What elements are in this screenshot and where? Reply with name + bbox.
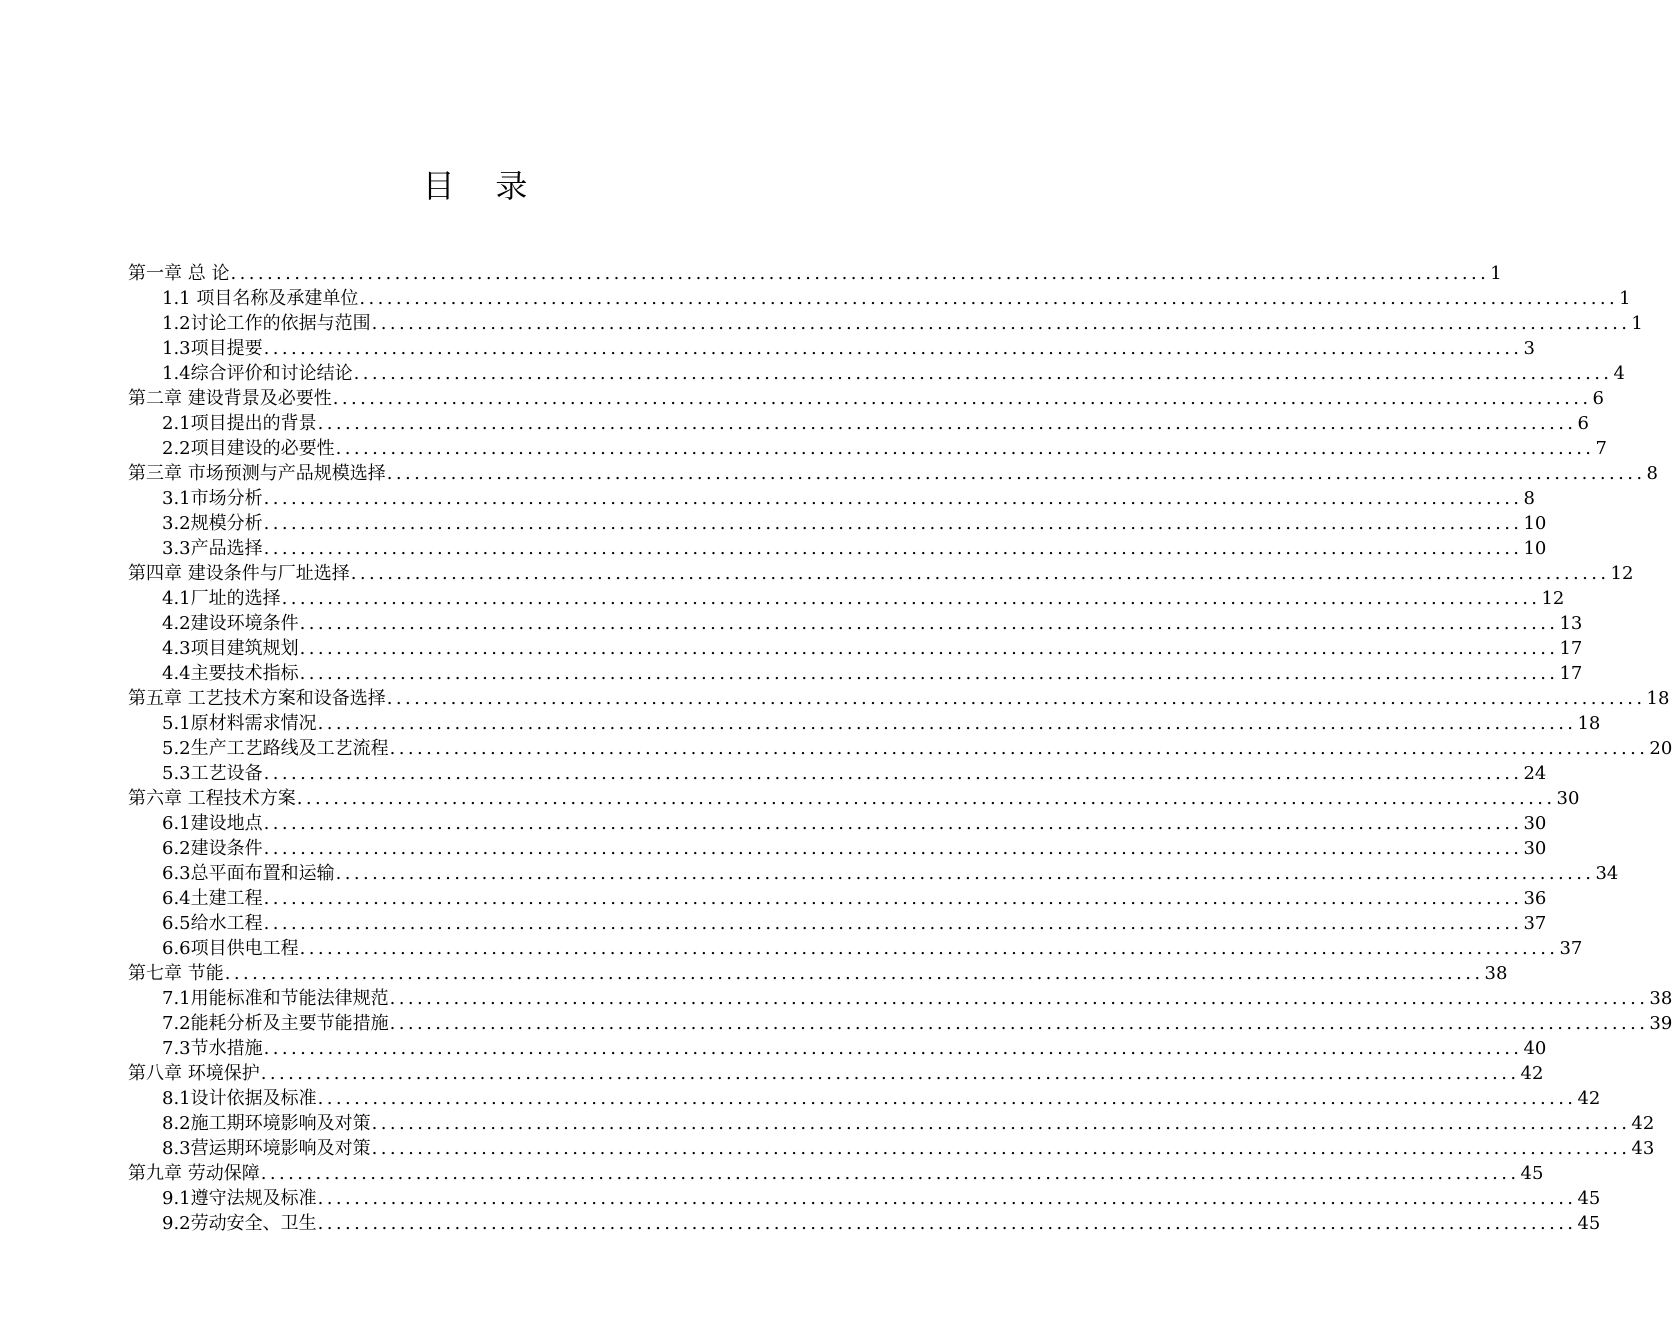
toc-page-number: 18: [1646, 688, 1670, 709]
toc-section-entry: [128, 1036, 1547, 1061]
toc-entry-label: 5.2生产工艺路线及工艺流程: [162, 738, 389, 759]
toc-entry-label: 2.1项目提出的背景: [162, 413, 317, 434]
toc-section-entry: [128, 511, 1547, 536]
toc-chapter-entry: [128, 1161, 1544, 1186]
toc-page-number: 30: [1523, 813, 1547, 834]
toc-section-entry: [128, 736, 1672, 761]
toc-section-entry: [128, 886, 1547, 911]
toc-leader-dots: ..........................................................................................................................................: [263, 813, 1523, 834]
toc-page-number: 45: [1577, 1213, 1601, 1234]
toc-chapter-entry: [128, 461, 1658, 486]
toc-page-number: 42: [1520, 1063, 1544, 1084]
toc-page-number: 10: [1523, 513, 1547, 534]
toc-page-number: 17: [1559, 663, 1583, 684]
toc-entry-label: 8.3营运期环境影响及对策: [162, 1138, 371, 1159]
toc-leader-dots: ..........................................................................................................................................: [296, 788, 1556, 809]
toc-page-number: 8: [1646, 463, 1658, 484]
toc-entry-label: 6.2建设条件: [162, 838, 263, 859]
toc-leader-dots: ..........................................................................................................................................: [335, 438, 1595, 459]
toc-page-number: 13: [1559, 613, 1583, 634]
toc-leader-dots: ..........................................................................................................................................: [332, 388, 1592, 409]
toc-leader-dots: ..........................................................................................................................................: [299, 938, 1559, 959]
toc-leader-dots: ..........................................................................................................................................: [263, 513, 1523, 534]
toc-leader-dots: ..........................................................................................................................................: [317, 1188, 1577, 1209]
toc-page-number: 45: [1577, 1188, 1601, 1209]
toc-page-number: 17: [1559, 638, 1583, 659]
toc-section-entry: [128, 1211, 1601, 1236]
toc-leader-dots: ..........................................................................................................................................: [386, 688, 1646, 709]
toc-page-number: 1: [1490, 263, 1502, 284]
toc-page-number: 7: [1595, 438, 1607, 459]
toc-chapter-entry: [128, 686, 1670, 711]
toc-page-number: 1: [1631, 313, 1643, 334]
toc-leader-dots: ..........................................................................................................................................: [389, 1013, 1649, 1034]
toc-leader-dots: ..........................................................................................................................................: [371, 1138, 1631, 1159]
toc-chapter-entry: [128, 561, 1634, 586]
toc-entry-label: 9.2劳动安全、卫生: [162, 1213, 317, 1234]
toc-section-entry: [128, 586, 1565, 611]
toc-page-number: 24: [1523, 763, 1547, 784]
toc-leader-dots: ..........................................................................................................................................: [263, 838, 1523, 859]
toc-page-number: 43: [1631, 1138, 1655, 1159]
toc-leader-dots: ..........................................................................................................................................: [281, 588, 1541, 609]
toc-entry-label: 6.6项目供电工程: [162, 938, 299, 959]
toc-entry-label: 第二章 建设背景及必要性: [128, 388, 332, 409]
toc-leader-dots: ..........................................................................................................................................: [263, 338, 1523, 359]
toc-page-number: 12: [1610, 563, 1634, 584]
toc-section-entry: [128, 611, 1583, 636]
toc-section-entry: [128, 1111, 1655, 1136]
toc-entry-label: 7.3节水措施: [162, 1038, 263, 1059]
toc-section-entry: [128, 1136, 1655, 1161]
toc-entry-label: 第一章 总 论: [128, 263, 230, 284]
toc-entry-label: 7.1用能标准和节能法律规范: [162, 988, 389, 1009]
toc-entry-label: 4.3项目建筑规划: [162, 638, 299, 659]
toc-section-entry: [128, 536, 1547, 561]
toc-section-entry: [128, 861, 1619, 886]
toc-leader-dots: ..........................................................................................................................................: [263, 488, 1523, 509]
toc-entry-label: 9.1遵守法规及标准: [162, 1188, 317, 1209]
toc-section-entry: [128, 711, 1601, 736]
toc-section-entry: [128, 986, 1672, 1011]
toc-section-entry: [128, 1186, 1601, 1211]
toc-page-number: 3: [1523, 338, 1535, 359]
toc-section-entry: [128, 361, 1625, 386]
toc-leader-dots: ..........................................................................................................................................: [299, 613, 1559, 634]
toc-section-entry: [128, 336, 1535, 361]
toc-page-number: 42: [1631, 1113, 1655, 1134]
toc-leader-dots: ..........................................................................................................................................: [260, 1163, 1520, 1184]
toc-leader-dots: ..........................................................................................................................................: [317, 1088, 1577, 1109]
toc-section-entry: [128, 1011, 1672, 1036]
toc-entry-label: 3.3产品选择: [162, 538, 263, 559]
toc-section-entry: [128, 486, 1535, 511]
toc-page-number: 42: [1577, 1088, 1601, 1109]
toc-leader-dots: ..........................................................................................................................................: [359, 288, 1619, 309]
toc-page-number: 38: [1649, 988, 1672, 1009]
toc-leader-dots: ..........................................................................................................................................: [353, 363, 1613, 384]
toc-page-number: 18: [1577, 713, 1601, 734]
toc-section-entry: [128, 436, 1607, 461]
toc-entry-label: 5.1原材料需求情况: [162, 713, 317, 734]
toc-page-number: 38: [1484, 963, 1508, 984]
toc-section-entry: [128, 1086, 1601, 1111]
toc-leader-dots: ..........................................................................................................................................: [260, 1063, 1520, 1084]
toc-entry-label: 第三章 市场预测与产品规模选择: [128, 463, 386, 484]
toc-entry-label: 第四章 建设条件与厂址选择: [128, 563, 350, 584]
toc-entry-label: 4.1厂址的选择: [162, 588, 281, 609]
toc-leader-dots: ..........................................................................................................................................: [317, 413, 1577, 434]
toc-chapter-entry: [128, 786, 1580, 811]
toc-leader-dots: ..........................................................................................................................................: [317, 713, 1577, 734]
toc-section-entry: [128, 286, 1631, 311]
toc-page-number: 34: [1595, 863, 1619, 884]
toc-entry-label: 4.4主要技术指标: [162, 663, 299, 684]
toc-leader-dots: ..........................................................................................................................................: [350, 563, 1610, 584]
toc-leader-dots: ..........................................................................................................................................: [263, 538, 1523, 559]
toc-section-entry: [128, 661, 1583, 686]
toc-page-number: 20: [1649, 738, 1672, 759]
toc-leader-dots: ..........................................................................................................................................: [299, 638, 1559, 659]
toc-leader-dots: ..........................................................................................................................................: [371, 1113, 1631, 1134]
toc-section-entry: [128, 936, 1583, 961]
toc-section-entry: [128, 761, 1547, 786]
toc-leader-dots: ..........................................................................................................................................: [299, 663, 1559, 684]
toc-entry-label: 2.2项目建设的必要性: [162, 438, 335, 459]
toc-entry-label: 1.1 项目名称及承建单位: [162, 288, 359, 309]
toc-section-entry: [128, 811, 1547, 836]
toc-entry-label: 8.2施工期环境影响及对策: [162, 1113, 371, 1134]
toc-page-number: 12: [1541, 588, 1565, 609]
toc-leader-dots: ..........................................................................................................................................: [224, 963, 1484, 984]
toc-leader-dots: ..........................................................................................................................................: [389, 738, 1649, 759]
toc-entry-label: 6.5给水工程: [162, 913, 263, 934]
toc-page-number: 1: [1619, 288, 1631, 309]
toc-chapter-entry: [128, 1061, 1544, 1086]
toc-leader-dots: ..........................................................................................................................................: [386, 463, 1646, 484]
toc-entry-label: 7.2能耗分析及主要节能措施: [162, 1013, 389, 1034]
toc-leader-dots: ..........................................................................................................................................: [263, 763, 1523, 784]
toc-entry-label: 第八章 环境保护: [128, 1063, 260, 1084]
toc-section-entry: [128, 311, 1643, 336]
toc-page-number: 6: [1577, 413, 1589, 434]
toc-section-entry: [128, 636, 1583, 661]
table-of-contents: [128, 261, 1672, 1236]
toc-leader-dots: ..........................................................................................................................................: [335, 863, 1595, 884]
toc-page-number: 30: [1523, 838, 1547, 859]
toc-entry-label: 第九章 劳动保障: [128, 1163, 260, 1184]
toc-page-number: 39: [1649, 1013, 1672, 1034]
toc-entry-label: 3.1市场分析: [162, 488, 263, 509]
toc-page-number: 45: [1520, 1163, 1544, 1184]
toc-page-number: 37: [1559, 938, 1583, 959]
toc-entry-label: 6.4土建工程: [162, 888, 263, 909]
toc-entry-label: 第五章 工艺技术方案和设备选择: [128, 688, 386, 709]
toc-section-entry: [128, 836, 1547, 861]
toc-entry-label: 1.2讨论工作的依据与范围: [162, 313, 371, 334]
toc-leader-dots: ..........................................................................................................................................: [263, 913, 1523, 934]
toc-entry-label: 第七章 节能: [128, 963, 224, 984]
toc-leader-dots: ..........................................................................................................................................: [317, 1213, 1577, 1234]
toc-leader-dots: ..........................................................................................................................................: [230, 263, 1490, 284]
toc-chapter-entry: [128, 261, 1502, 286]
toc-page-number: 37: [1523, 913, 1547, 934]
toc-entry-label: 4.2建设环境条件: [162, 613, 299, 634]
toc-page-number: 30: [1556, 788, 1580, 809]
toc-page-number: 8: [1523, 488, 1535, 509]
toc-entry-label: 6.3总平面布置和运输: [162, 863, 335, 884]
toc-page-number: 10: [1523, 538, 1547, 559]
toc-page-number: 40: [1523, 1038, 1547, 1059]
toc-section-entry: [128, 411, 1589, 436]
toc-entry-label: 1.4综合评价和讨论结论: [162, 363, 353, 384]
toc-entry-label: 第六章 工程技术方案: [128, 788, 296, 809]
toc-entry-label: 8.1设计依据及标准: [162, 1088, 317, 1109]
toc-leader-dots: ..........................................................................................................................................: [389, 988, 1649, 1009]
toc-leader-dots: ..........................................................................................................................................: [263, 1038, 1523, 1059]
toc-entry-label: 5.3工艺设备: [162, 763, 263, 784]
toc-entry-label: 1.3项目提要: [162, 338, 263, 359]
toc-entry-label: 6.1建设地点: [162, 813, 263, 834]
toc-page-number: 36: [1523, 888, 1547, 909]
page-title: 目 录: [422, 167, 528, 205]
toc-chapter-entry: [128, 961, 1508, 986]
toc-leader-dots: ..........................................................................................................................................: [263, 888, 1523, 909]
toc-chapter-entry: [128, 386, 1604, 411]
toc-leader-dots: ..........................................................................................................................................: [371, 313, 1631, 334]
toc-section-entry: [128, 911, 1547, 936]
toc-page-number: 4: [1613, 363, 1625, 384]
toc-page-number: 6: [1592, 388, 1604, 409]
toc-entry-label: 3.2规模分析: [162, 513, 263, 534]
